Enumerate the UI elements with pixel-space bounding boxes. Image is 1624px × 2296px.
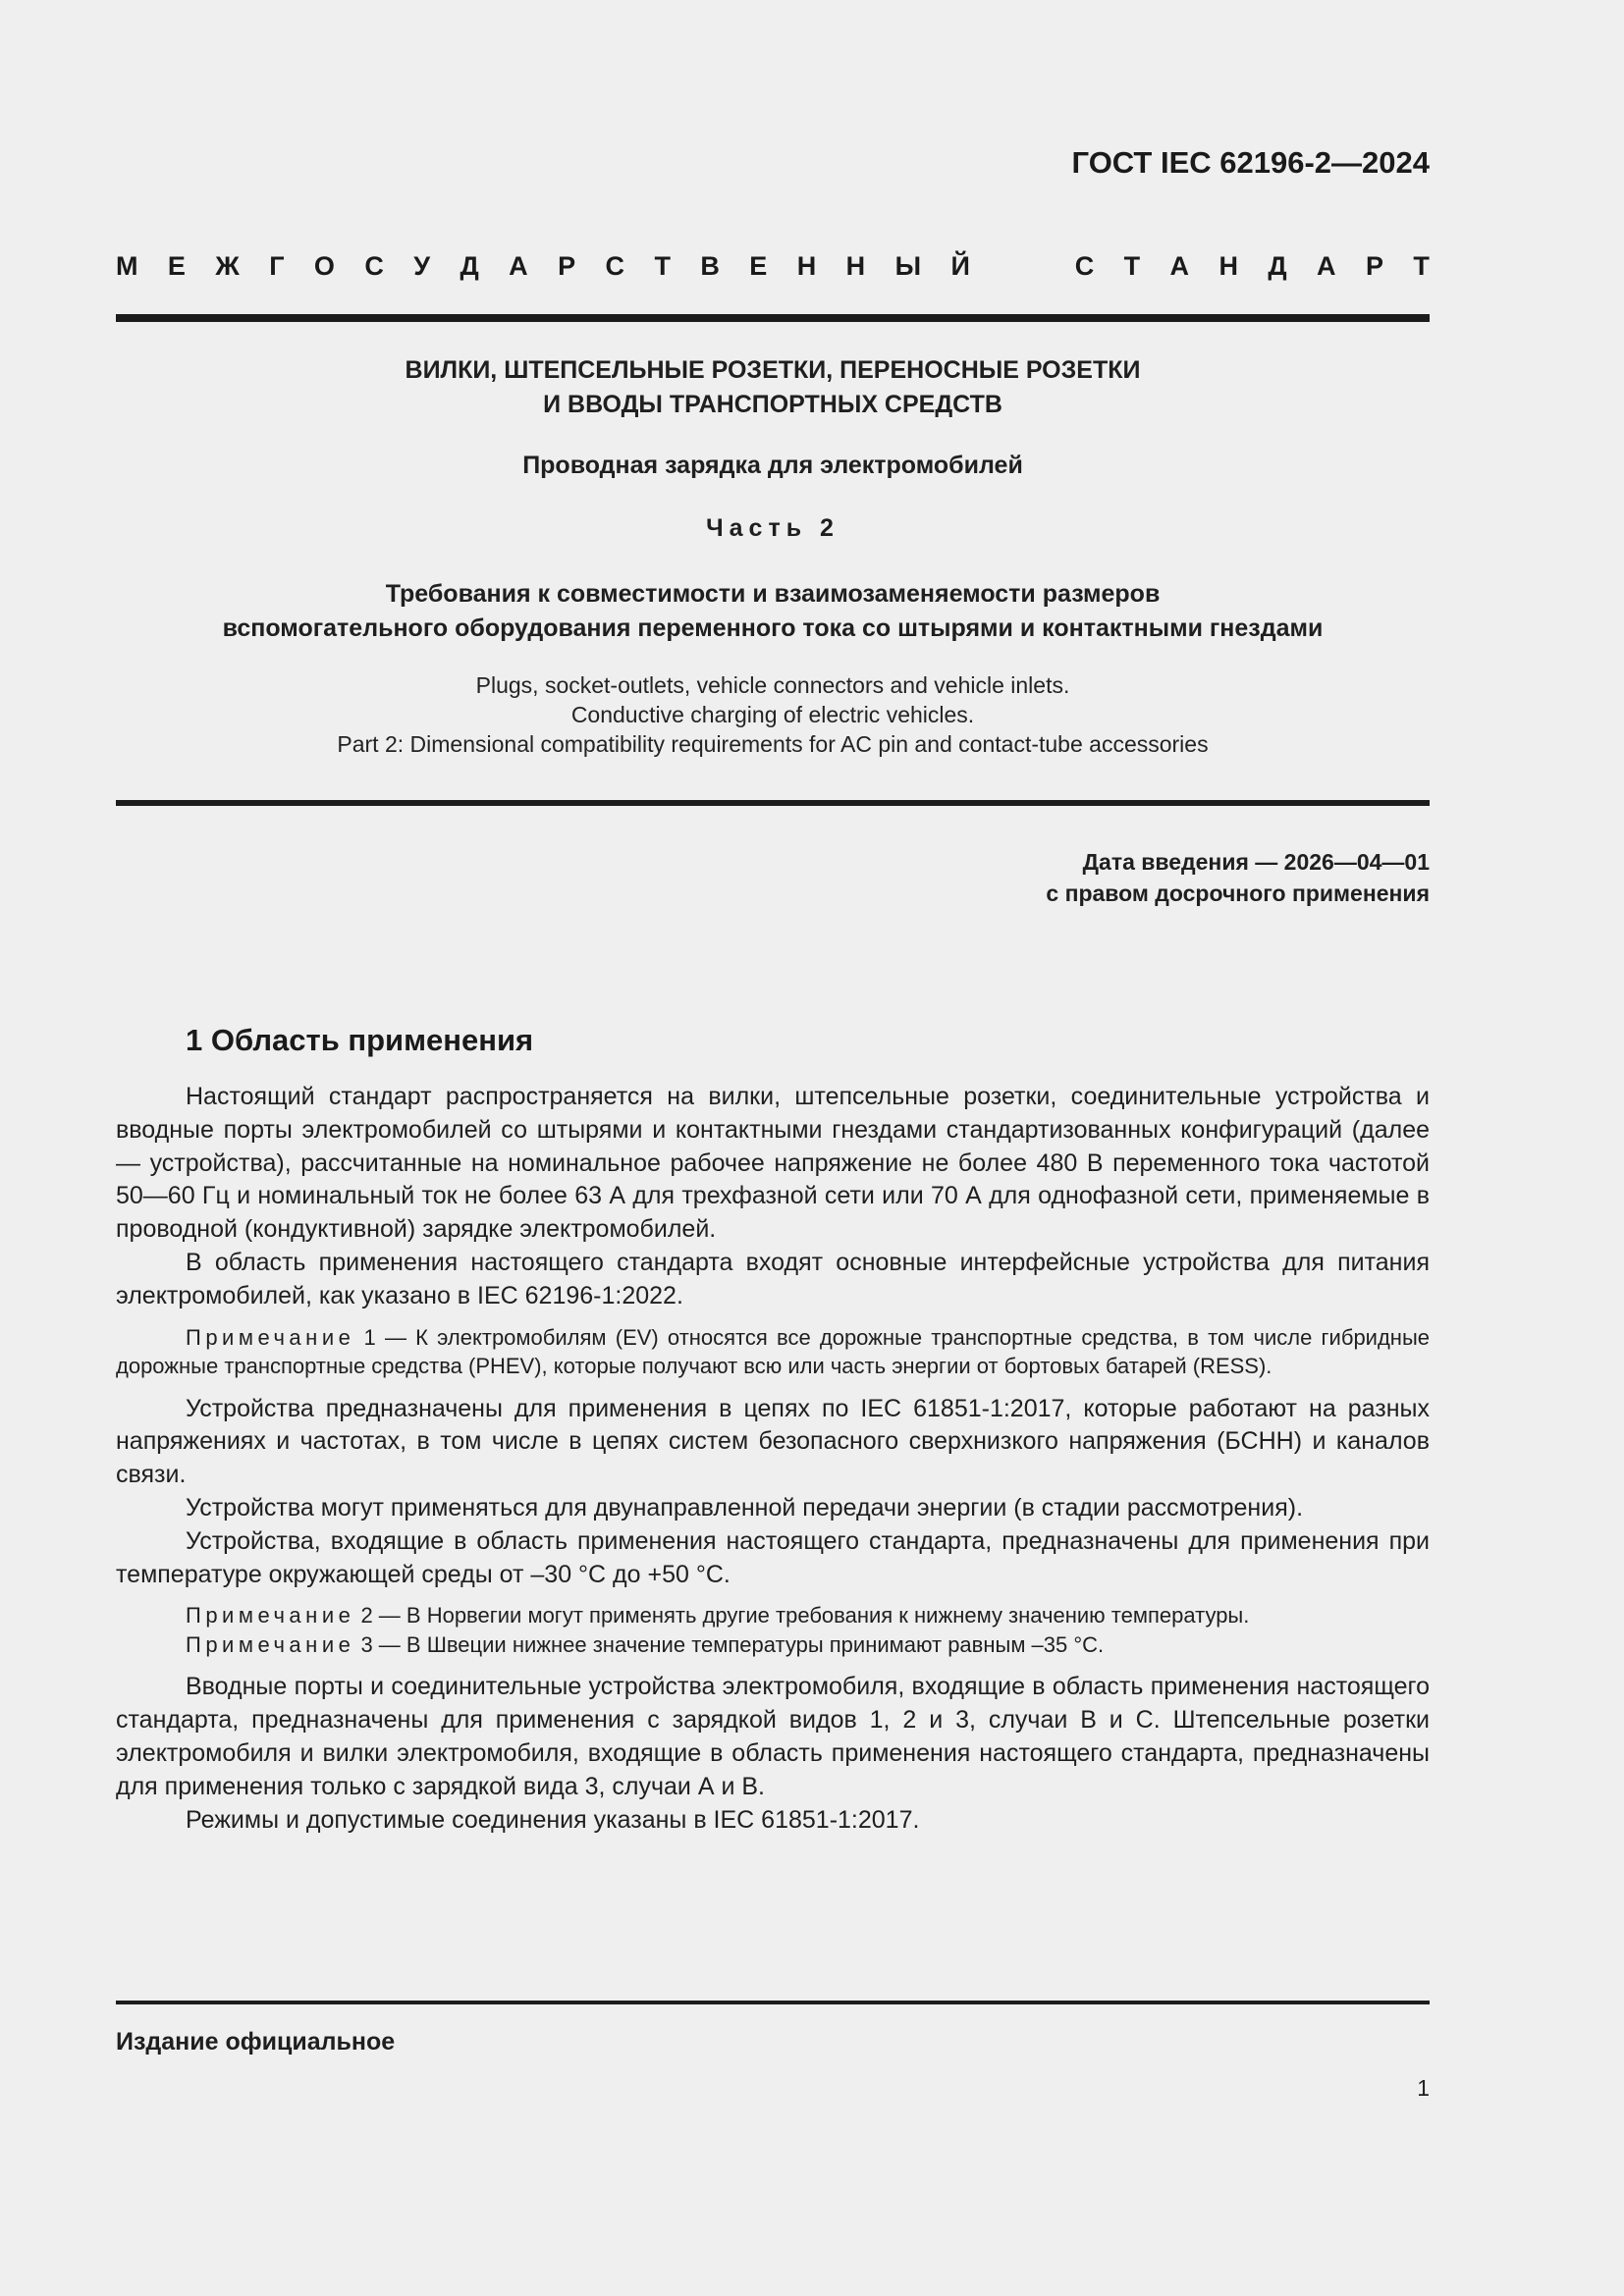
early-application-line: с правом досрочного применения bbox=[1046, 881, 1430, 906]
page-number: 1 bbox=[1417, 2075, 1430, 2101]
intro-date-line: Дата введения — 2026—04—01 bbox=[1082, 849, 1430, 875]
top-divider bbox=[116, 314, 1430, 322]
standard-type-letter: М bbox=[116, 251, 138, 281]
standard-type-letter: Т bbox=[1123, 251, 1141, 281]
standard-type-letter: А bbox=[509, 251, 528, 281]
standard-type-letter: О bbox=[313, 251, 335, 281]
english-title-line: Plugs, socket-outlets, vehicle connectors and vehicle inlets. bbox=[475, 672, 1070, 698]
document-code: ГОСТ IEC 62196-2—2024 bbox=[1071, 145, 1430, 180]
standard-type-letter: А bbox=[1169, 251, 1190, 281]
standard-type-letter: Р bbox=[558, 251, 576, 281]
standard-type-letter: А bbox=[1317, 251, 1336, 281]
note-text: 2 — В Норвегии могут применять другие требования к нижнему значению температуры. bbox=[354, 1603, 1250, 1629]
note bbox=[116, 1323, 1430, 1381]
paragraph: Устройства, входящие в область применения настоящего стандарта, предназначены для применения при температуре окружающей среды от –30 °С до +50 °С. bbox=[116, 1526, 1430, 1588]
standard-type-letter: Т bbox=[654, 251, 671, 281]
standard-type-letter: Д bbox=[1268, 251, 1287, 281]
standard-type-heading bbox=[116, 251, 1430, 282]
standard-type-letter: Й bbox=[950, 251, 970, 281]
part-title bbox=[116, 577, 1430, 646]
title-line: И ВВОДЫ ТРАНСПОРТНЫХ СРЕДСТВ bbox=[543, 391, 1002, 418]
bottom-divider bbox=[116, 2001, 1430, 2004]
standard-type-letter: Н bbox=[796, 251, 817, 281]
document-page bbox=[116, 0, 1430, 2296]
paragraph: Вводные порты и соединительные устройства электромобиля, входящие в область применения настоящего стандарта, предназначены для применения с зарядкой видов 1, 2 и 3, случаи В и С. Штепсельные розетки электромобиля и вилки электромобиля, входящие в область применения настоящего стандарта, предназначены для применения только с зарядкой вида 3, случаи А и В. bbox=[116, 1673, 1430, 1800]
introduction-date bbox=[1046, 846, 1430, 909]
english-title-line: Part 2: Dimensional compatibility requirements for AC pin and contact-tube accessories bbox=[337, 731, 1209, 757]
english-title-line: Conductive charging of electric vehicles. bbox=[570, 702, 975, 727]
standard-type-letter: Т bbox=[1413, 251, 1430, 281]
document-title bbox=[116, 353, 1430, 422]
paragraph: Устройства предназначены для применения в цепях по IEC 61851-1:2017, которые работают на разных напряжениях и частотах, в том числе в цепях систем безопасного сверхнизкого напряжения (БСНН) и каналов связи. bbox=[116, 1394, 1430, 1489]
part-title-line: Требования к совместимости и взаимозаменяемости размеров bbox=[385, 580, 1161, 608]
title-line: ВИЛКИ, ШТЕПСЕЛЬНЫЕ РОЗЕТКИ, ПЕРЕНОСНЫЕ РОЗЕТКИ bbox=[405, 356, 1141, 384]
standard-type-letter: С bbox=[605, 251, 625, 281]
note-text: 1 — К электромобилям (EV) относятся все дорожные транспортные средства, в том числе гибридные дорожные транспортные средства (PHEV), которые получают всю или часть энергии от бортовых батарей (RESS). bbox=[116, 1324, 1430, 1379]
note bbox=[116, 1630, 1430, 1660]
paragraph: Настоящий стандарт распространяется на вилки, штепсельные розетки, соединительные устройства и вводные порты электромобилей со штырями и контактными гнездами стандартизованных конфигураций (далее — устройства), рассчитанные на номинальное рабочее напряжение не более 480 В переменного тока частотой 50—60 Гц и номинальный ток не более 63 А для трехфазной сети или 70 А для однофазной сети, применяемые в проводной (кондуктивной) зарядке электромобилей. bbox=[116, 1083, 1430, 1244]
standard-type-letter: У bbox=[413, 251, 431, 281]
english-title bbox=[116, 670, 1430, 759]
standard-type-letter: Ы bbox=[894, 251, 922, 281]
standard-type-letter: В bbox=[700, 251, 720, 281]
note bbox=[116, 1601, 1430, 1630]
middle-divider bbox=[116, 800, 1430, 806]
standard-type-letter: Д bbox=[460, 251, 479, 281]
document-subtitle: Проводная зарядка для электромобилей bbox=[522, 452, 1023, 479]
section-heading: 1 Область применения bbox=[186, 1023, 534, 1057]
word-gap bbox=[1000, 251, 1045, 282]
paragraph: В область применения настоящего стандарта входят основные интерфейсные устройства для питания электромобилей, как указано в IEC 62196-1:2022. bbox=[116, 1248, 1430, 1309]
paragraph: Устройства могут применяться для двунаправленной передачи энергии (в стадии рассмотрения). bbox=[186, 1493, 1304, 1522]
note-label: Примечание bbox=[186, 1324, 355, 1350]
standard-type-letter: Е bbox=[167, 251, 186, 281]
part-title-line: вспомогательного оборудования переменного тока со штырями и контактными гнездами bbox=[222, 614, 1324, 642]
section-body bbox=[116, 1081, 1430, 1837]
paragraph: Режимы и допустимые соединения указаны в IEC 61851-1:2017. bbox=[186, 1805, 920, 1834]
note-label: Примечание bbox=[186, 1603, 355, 1629]
standard-type-letter: С bbox=[364, 251, 384, 281]
standard-type-letter: Ж bbox=[215, 251, 240, 281]
part-label: Часть 2 bbox=[706, 514, 839, 542]
edition-label: Издание официальное bbox=[116, 2028, 396, 2056]
standard-type-letter: Г bbox=[269, 251, 285, 281]
standard-type-letter: Р bbox=[1365, 251, 1383, 281]
standard-type-letter: Н bbox=[1218, 251, 1238, 281]
standard-type-letter: С bbox=[1074, 251, 1095, 281]
note-label: Примечание bbox=[186, 1631, 355, 1657]
standard-type-letter: Е bbox=[749, 251, 768, 281]
standard-type-letter: Н bbox=[845, 251, 866, 281]
note-text: 3 — В Швеции нижнее значение температуры принимают равным –35 °С. bbox=[354, 1631, 1105, 1657]
